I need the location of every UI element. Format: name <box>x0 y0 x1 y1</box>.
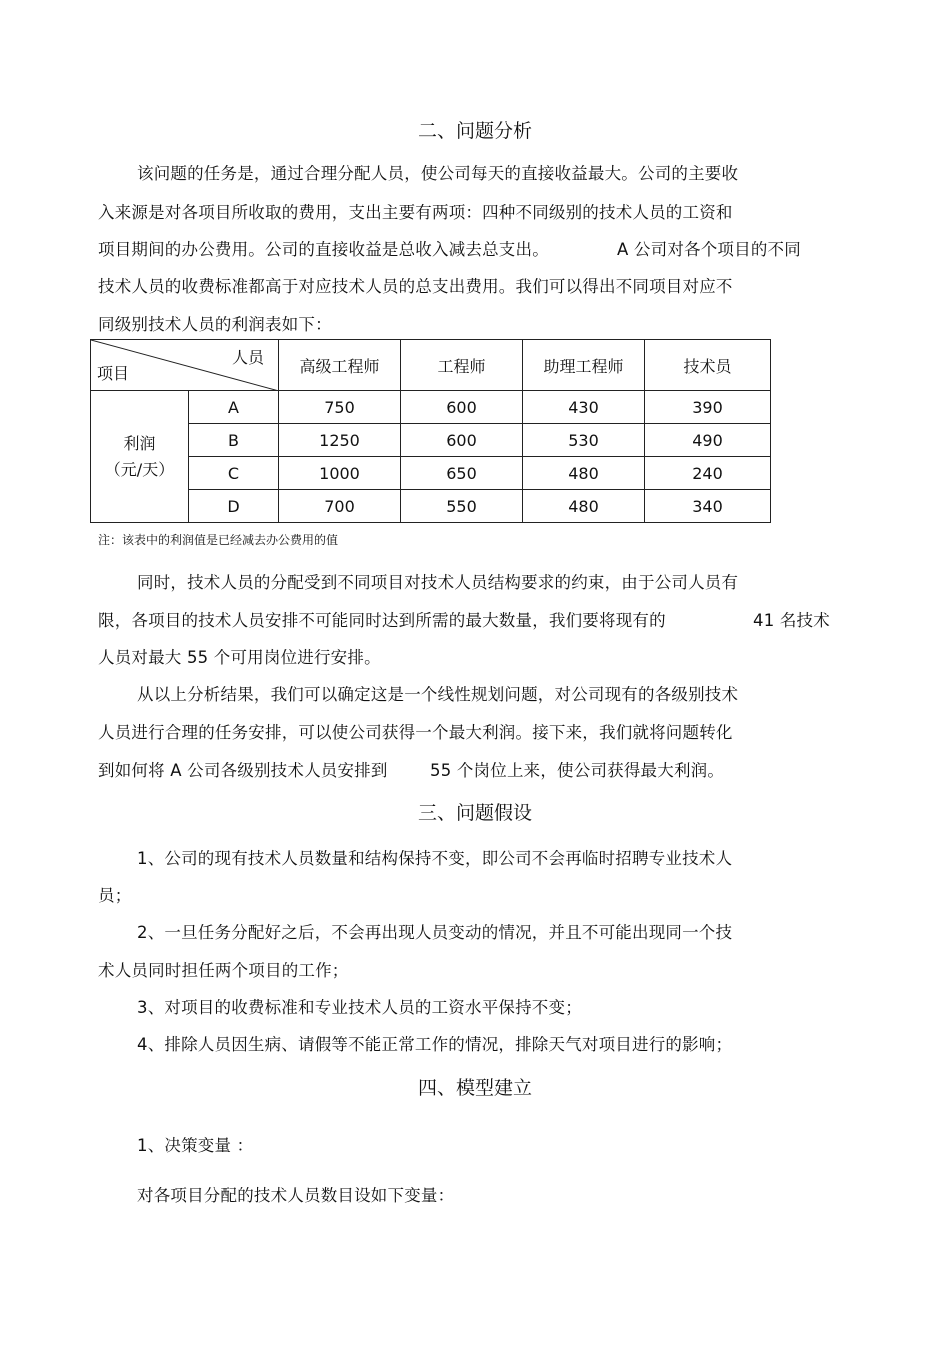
table-row <box>91 391 771 424</box>
table-cell: 550 <box>401 490 523 523</box>
assumption-1-line2: 员； <box>98 886 132 905</box>
section-4-title: 四、模型建立 <box>417 1077 532 1099</box>
column-header: 高级工程师 <box>279 340 401 391</box>
para2-line2: 限，各项目的技术人员安排不可能同时达到所需的最大数量，我们要将现有的 <box>98 611 666 630</box>
para3-line3: 到如何将 A 公司各级别技术人员安排到 <box>98 761 388 780</box>
assumption-3: 3、对项目的收费标准和专业技术人员的工资水平保持不变； <box>137 998 582 1017</box>
corner-label-project: 项目 <box>97 364 130 383</box>
table-row <box>91 490 771 523</box>
table-cell: 390 <box>645 391 771 424</box>
assumption-1-line1: 1、公司的现有技术人员数量和结构保持不变，即公司不会再临时招聘专业技术人 <box>137 849 733 868</box>
para3-line1: 从以上分析结果，我们可以确定这是一个线性规划问题，对公司现有的各级别技术 <box>137 685 739 704</box>
table-cell: 530 <box>523 424 645 457</box>
table-cell: 1250 <box>279 424 401 457</box>
table-cell: 490 <box>645 424 771 457</box>
row-group-label <box>91 391 189 523</box>
project-label: D <box>189 490 279 523</box>
column-header: 工程师 <box>401 340 523 391</box>
assumption-2-line1: 2、一旦任务分配好之后，不会再出现人员变动的情况，并且不可能出现同一个技 <box>137 923 733 942</box>
table-cell: 340 <box>645 490 771 523</box>
assumption-4: 4、排除人员因生病、请假等不能正常工作的情况，排除天气对项目进行的影响； <box>137 1035 733 1054</box>
table-cell: 430 <box>523 391 645 424</box>
para2-line3: 人员对最大 55 个可用岗位进行安排。 <box>98 648 381 667</box>
para3-line3-tail: 55 个岗位上来，使公司获得最大利润。 <box>430 761 725 780</box>
table-note: 注：该表中的利润值是已经减去办公费用的值 <box>98 533 339 547</box>
column-header: 技术员 <box>645 340 771 391</box>
decision-variable-text: 对各项目分配的技术人员数目设如下变量： <box>137 1186 455 1205</box>
corner-label-staff: 人员 <box>231 348 264 367</box>
table-cell: 480 <box>523 457 645 490</box>
table-cell: 600 <box>401 391 523 424</box>
table-row <box>91 424 771 457</box>
table-row <box>91 457 771 490</box>
table-cell: 1000 <box>279 457 401 490</box>
section-2-title: 二、问题分析 <box>417 120 532 142</box>
row-label-profit: 利润 <box>123 433 156 453</box>
table-cell: 700 <box>279 490 401 523</box>
project-label: A <box>189 391 279 424</box>
project-label: C <box>189 457 279 490</box>
para2-line2-tail: 41 名技术 <box>753 611 830 630</box>
para1-line3-tail: A 公司对各个项目的不同 <box>617 240 801 259</box>
para1-line3: 项目期间的办公费用。公司的直接收益是总收入减去总支出。 <box>98 240 549 259</box>
assumption-2-line2: 术人员同时担任两个项目的工作； <box>98 961 349 980</box>
table-cell: 750 <box>279 391 401 424</box>
project-label: B <box>189 424 279 457</box>
para1-line4: 技术人员的收费标准都高于对应技术人员的总支出费用。我们可以得出不同项目对应不 <box>98 277 733 296</box>
table-cell: 650 <box>401 457 523 490</box>
row-label-unit: （元/天） <box>104 459 175 479</box>
section-3-title: 三、问题假设 <box>417 802 532 824</box>
profit-table <box>90 339 771 523</box>
decision-variable-heading: 1、决策变量 ： <box>137 1136 254 1155</box>
table-cell: 480 <box>523 490 645 523</box>
para2-line1: 同时，技术人员的分配受到不同项目对技术人员结构要求的约束，由于公司人员有 <box>137 573 739 592</box>
table-header-row <box>91 340 771 391</box>
table-corner-cell <box>91 340 279 391</box>
para1-line5: 同级别技术人员的利润表如下： <box>98 315 332 334</box>
table-cell: 240 <box>645 457 771 490</box>
para1-line2: 入来源是对各项目所收取的费用，支出主要有两项：四种不同级别的技术人员的工资和 <box>98 203 733 222</box>
para1-line1: 该问题的任务是，通过合理分配人员，使公司每天的直接收益最大。公司的主要收 <box>137 164 739 183</box>
para3-line2: 人员进行合理的任务安排，可以使公司获得一个最大利润。接下来，我们就将问题转化 <box>98 723 733 742</box>
table-cell: 600 <box>401 424 523 457</box>
column-header: 助理工程师 <box>523 340 645 391</box>
